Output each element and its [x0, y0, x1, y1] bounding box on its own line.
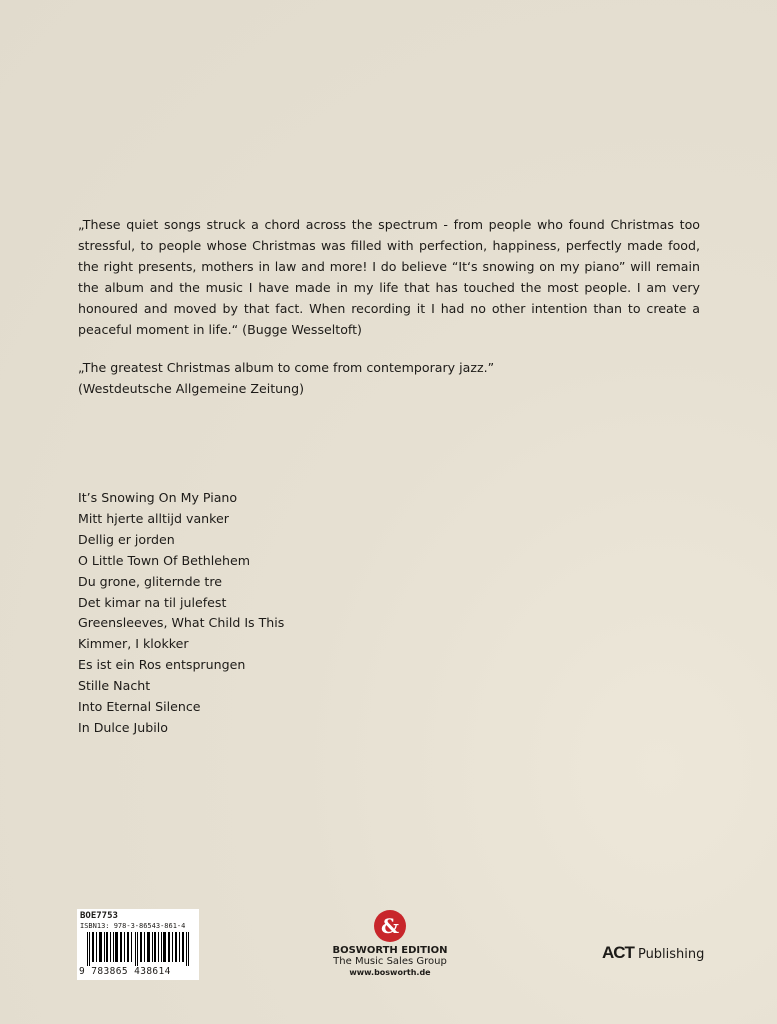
product-code: BOE7753 [80, 911, 118, 921]
track-item: Mitt hjerte alltijd vanker [78, 510, 229, 526]
publisher-group: The Music Sales Group [333, 956, 447, 967]
review-quote-waz [78, 357, 700, 399]
track-list [78, 488, 284, 739]
track-item: Det kimar na til julefest [78, 594, 227, 610]
publisher-url: www.bosworth.de [349, 968, 431, 977]
track-item: Du grone, gliternde tre [78, 573, 222, 589]
track-item: Greensleeves, What Child Is This [78, 615, 285, 631]
track-item: O Little Town Of Bethlehem [78, 552, 251, 568]
quote-text: „These quiet songs struck a chord across the spectrum - from people who found Christmas too stressful, to people whose Christmas was filled with perfection, happiness, perfectly made food, the right presents, mothers in law and more! I do believe “It‘s snowing on my piano” will remain the album and the music I have made in my life that has touched the most people. I am very honoured and moved by that fact. When recording it I had no other intention than to create a peaceful moment in life.“ (Bugge Wesseltoft) [78, 217, 700, 337]
quote-text: „The greatest Christmas album to come from contemporary jazz.” [78, 360, 495, 375]
track-item: Es ist ein Ros entsprungen [78, 657, 246, 673]
track-item: Stille Nacht [78, 678, 151, 694]
act-label: Publishing [637, 947, 705, 962]
bosworth-ampersand-icon [373, 909, 407, 943]
barcode-icon [87, 932, 191, 966]
isbn-number: ISBN13: 978-3-86543-861-4 [80, 922, 186, 930]
publisher-name: BOSWORTH EDITION [332, 945, 448, 956]
act-logo: ACT [602, 943, 634, 962]
review-quote-bugge [78, 214, 700, 340]
track-item: Dellig er jorden [78, 531, 175, 547]
track-item: Into Eternal Silence [78, 699, 201, 715]
track-item: Kimmer, I klokker [78, 636, 189, 652]
bosworth-logo [325, 909, 455, 977]
barcode-label [77, 909, 199, 980]
act-publishing-logo [602, 943, 704, 963]
barcode-digits: 9 783865 438614 [79, 966, 171, 977]
track-item: In Dulce Jubilo [78, 719, 168, 735]
quote-source: (Westdeutsche Allgemeine Zeitung) [78, 381, 305, 396]
track-item: It’s Snowing On My Piano [78, 490, 238, 505]
svg-text:&: & [380, 914, 400, 938]
